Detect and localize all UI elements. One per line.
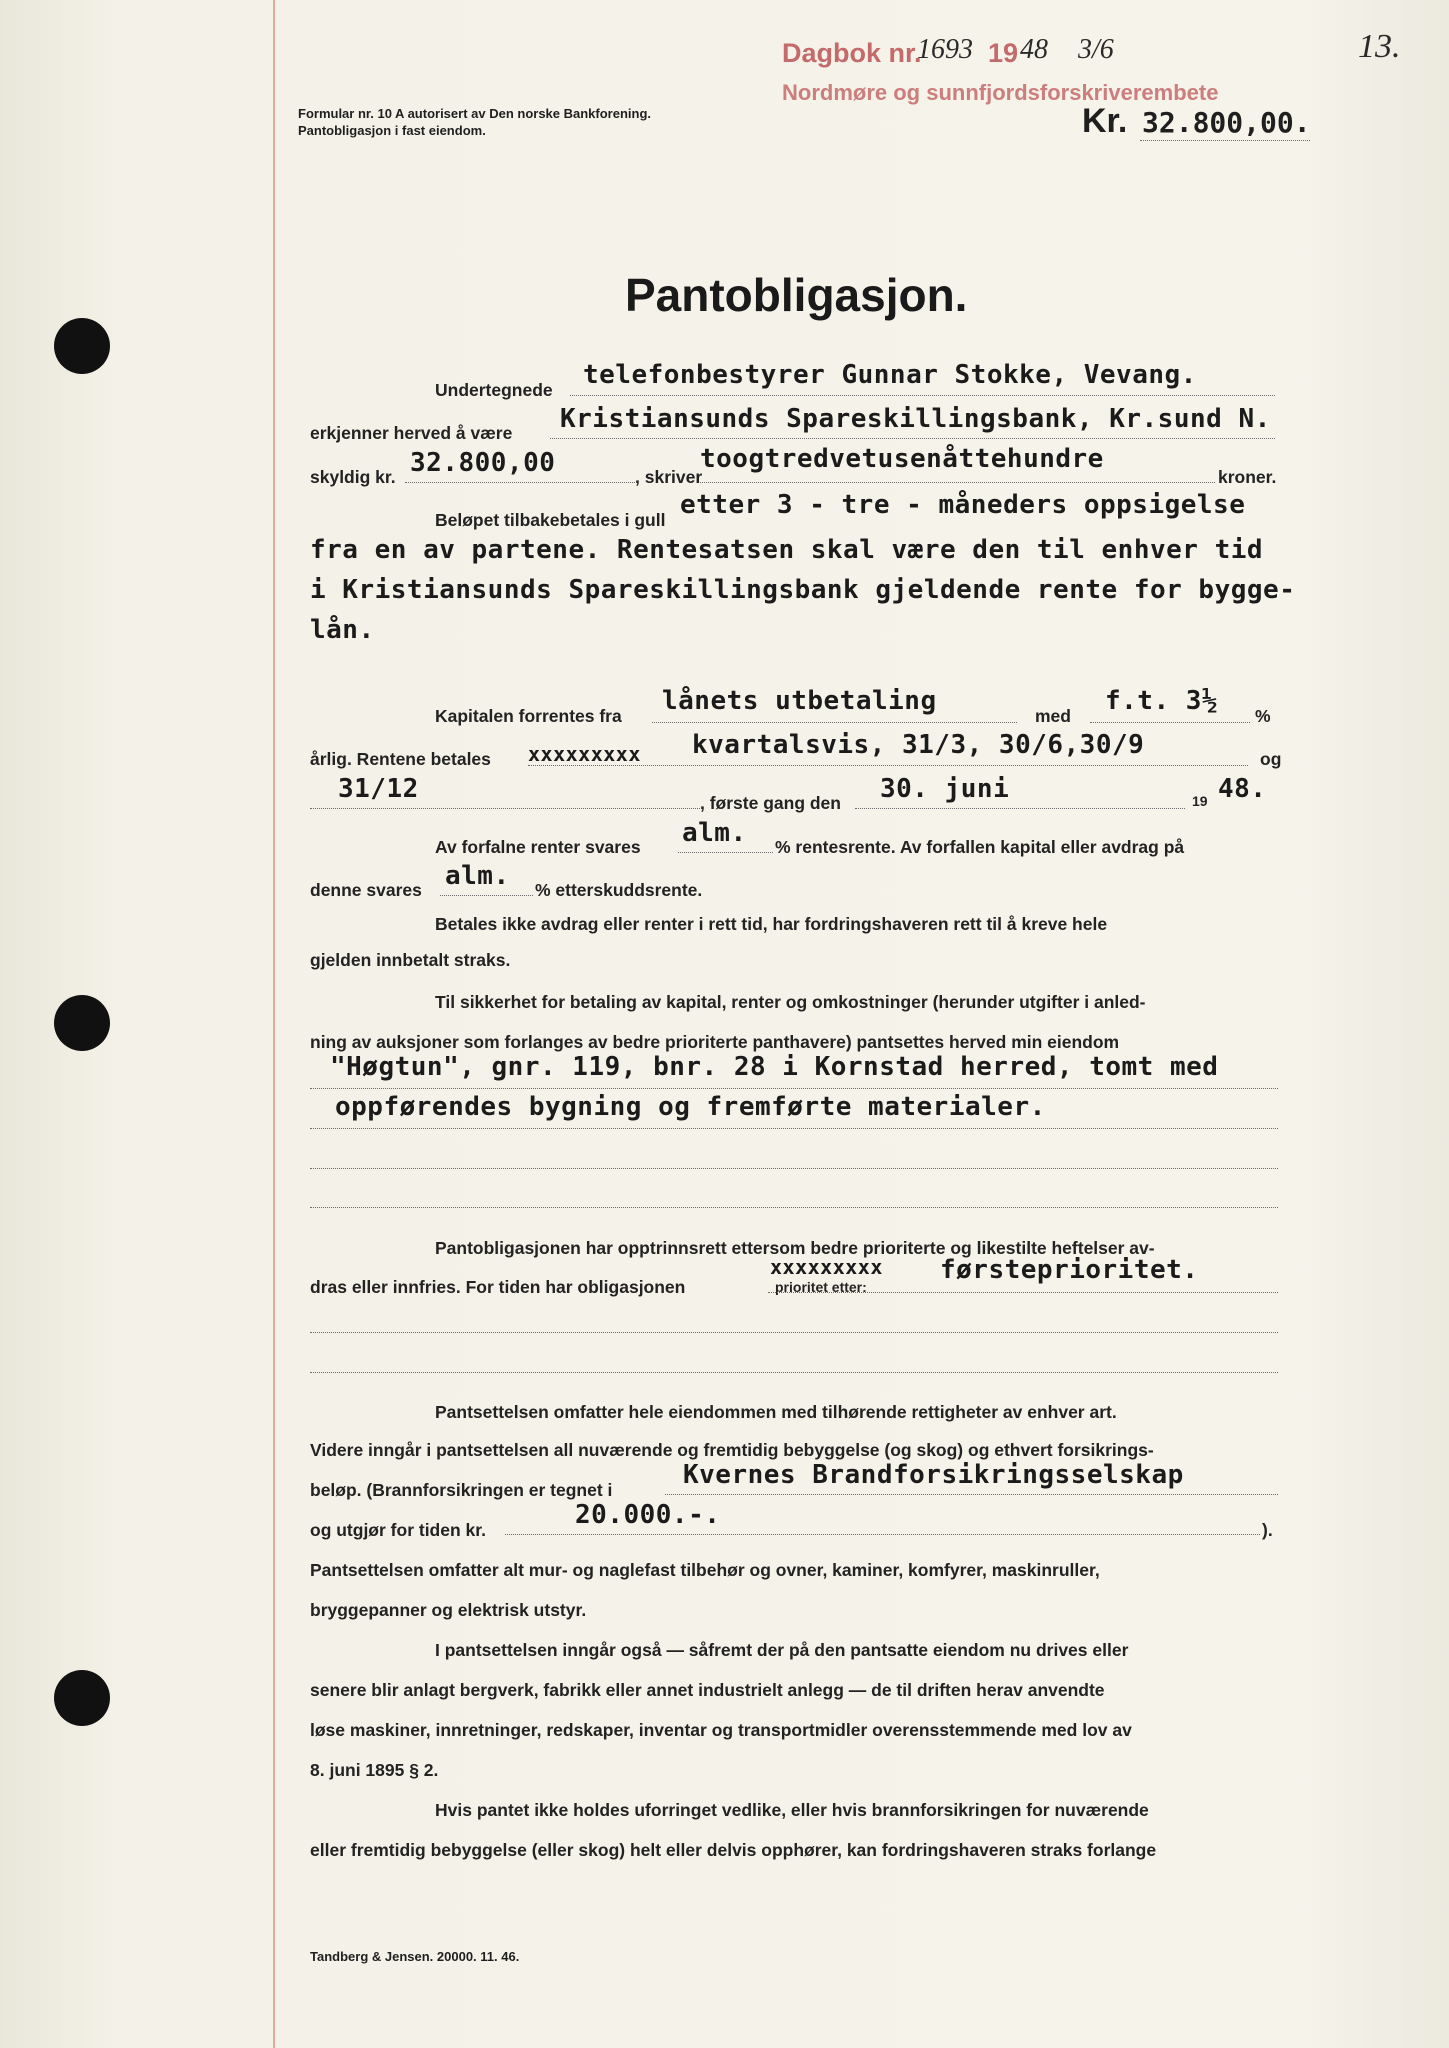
document-title: Pantobligasjon. — [625, 269, 968, 321]
erkjenner-value: Kristiansunds Spareskillingsbank, Kr.sund N. — [560, 404, 1271, 434]
punch-hole — [54, 995, 110, 1051]
arlig-value: kvartalsvis, 31/3, 30/6,30/9 — [692, 730, 1145, 760]
pants-insurer-value: Kvernes Brandforsikringsselskap — [683, 1460, 1184, 1490]
belopet-value-1: etter 3 - tre - måneders oppsigelse — [680, 490, 1246, 520]
pants-line-1: Pantsettelsen omfatter hele eiendommen med tilhørende rettigheter av enhver art. — [435, 1402, 1117, 1422]
skriver-value: toogtredvetusenåttehundre — [700, 444, 1104, 474]
prioritet-line-2: dras eller innfries. For tiden har obligasjonen — [310, 1277, 686, 1297]
prioritet-struck-text: xxxxxxxxx — [770, 1255, 883, 1279]
printer-footer: Tandberg & Jensen. 20000. 11. 46. — [310, 1949, 520, 1964]
pants-line-3: beløp. (Brannforsikringen er tegnet i — [310, 1480, 613, 1500]
belopet-value-3: i Kristiansunds Spareskillingsbank gjeldende rente for bygge- — [310, 575, 1296, 605]
erkjenner-label: erkjenner herved å være — [310, 423, 513, 443]
kr-label: Kr. — [1082, 102, 1128, 140]
percent-sign: % — [1255, 706, 1271, 726]
ogsa-line-3: løse maskiner, innretninger, redskaper, inventar og transportmidler overensstemmende med lov av — [310, 1720, 1132, 1740]
ogsa-line-1: I pantsettelsen inngår også — såfremt der på den pantsatte eiendom nu drives eller — [435, 1640, 1129, 1660]
kapitalen-value: lånets utbetaling — [662, 686, 937, 716]
forfalne-alm-2: alm. — [445, 861, 510, 891]
skriver-label: , skriver — [635, 467, 703, 487]
pants-line-2: Videre inngår i pantsettelsen all nuværende og fremtidig bebyggelse (og skog) og ethvert forsikrings- — [310, 1440, 1154, 1460]
year-handwritten: 48 — [1020, 34, 1048, 65]
skyldig-label: skyldig kr. — [310, 467, 396, 487]
forfalne-text-a: Av forfalne renter svares — [435, 837, 641, 857]
year-value: 48. — [1218, 774, 1267, 804]
sikkerhet-line-2: ning av auksjoner som forlanges av bedre prioriterte panthavere) pantsettes herved min eiendom — [310, 1032, 1120, 1052]
pants-line-4-end: ). — [1262, 1520, 1273, 1540]
kr-amount: 32.800,00. — [1142, 106, 1311, 139]
prioritet-underlabel: prioritet etter: — [775, 1279, 867, 1295]
arlig-label: årlig. Rentene betales — [310, 749, 491, 769]
betales-line-2: gjelden innbetalt straks. — [310, 950, 511, 970]
margin-rule — [273, 0, 275, 2048]
belopet-value-4: lån. — [310, 615, 375, 645]
med-label: med — [1035, 706, 1071, 726]
prioritet-line-1: Pantobligasjonen har opptrinnsrett ettersom bedre prioriterte og likestilte heftelser av- — [435, 1238, 1155, 1258]
skyldig-value: 32.800,00 — [410, 448, 556, 478]
kapitalen-label: Kapitalen forrentes fra — [435, 706, 622, 726]
pants-line-4: og utgjør for tiden kr. — [310, 1520, 486, 1540]
med-value: f.t. 3½ — [1105, 686, 1219, 716]
date-value: 31/12 — [338, 774, 419, 804]
sikkerhet-value-1: "Høgtun", gnr. 119, bnr. 28 i Kornstad herred, tomt med — [330, 1052, 1219, 1082]
prioritet-value: førsteprioritet. — [940, 1255, 1199, 1285]
pants-line-5: Pantsettelsen omfatter alt mur- og naglefast tilbehør og ovner, kaminer, komfyrer, maskinruller, — [310, 1560, 1100, 1580]
punch-hole — [54, 1670, 110, 1726]
forste-label: , første gang den — [700, 793, 841, 813]
undertegnede-label: Undertegnede — [435, 380, 553, 400]
forfalne-alm-1: alm. — [682, 818, 747, 848]
hvis-line-1: Hvis pantet ikke holdes uforringet vedlike, eller hvis brannforsikringen for nuværende — [435, 1800, 1149, 1820]
year-prefix: 19 — [1192, 793, 1208, 809]
arlig-struck-text: xxxxxxxxx — [528, 742, 641, 766]
og-label: og — [1260, 749, 1282, 769]
date-handwritten: 3/6 — [1078, 34, 1114, 65]
ogsa-line-2: senere blir anlagt bergverk, fabrikk eller annet industrielt anlegg — de til driften herav anvendte — [310, 1680, 1105, 1700]
undertegnede-value: telefonbestyrer Gunnar Stokke, Vevang. — [583, 360, 1197, 390]
belopet-value-2: fra en av partene. Rentesatsen skal være den til enhver tid — [310, 535, 1264, 565]
pants-amount-value: 20.000.-. — [575, 1500, 721, 1530]
dagbok-number: 1693 — [917, 34, 973, 65]
ogsa-line-4: 8. juni 1895 § 2. — [310, 1760, 439, 1780]
forste-value: 30. juni — [880, 774, 1010, 804]
betales-line-1: Betales ikke avdrag eller renter i rett tid, har fordringshaveren rett til å kreve hele — [435, 914, 1108, 934]
stamp-year-prefix: 19 — [988, 38, 1019, 68]
sikkerhet-line-1: Til sikkerhet for betaling av kapital, renter og omkostninger (herunder utgifter i anled- — [435, 992, 1146, 1012]
belopet-label: Beløpet tilbakebetales i gull — [435, 510, 666, 530]
sikkerhet-value-2: oppførendes bygning og fremførte materialer. — [335, 1092, 1046, 1122]
forfalne-text-d: % etterskuddsrente. — [535, 880, 703, 900]
hvis-line-2: eller fremtidig bebyggelse (eller skog) helt eller delvis opphører, kan fordringshaveren straks forlange — [310, 1840, 1157, 1860]
page-number: 13. — [1358, 28, 1401, 65]
pants-line-6: bryggepanner og elektrisk utstyr. — [310, 1600, 587, 1620]
forfalne-text-b: % rentesrente. Av forfallen kapital eller avdrag på — [775, 837, 1185, 857]
stamp-office: Nordmøre og sunnfjordsforskriverembete — [782, 80, 1219, 105]
forfalne-text-c: denne svares — [310, 880, 422, 900]
kroner-label: kroner. — [1218, 467, 1277, 487]
punch-hole — [54, 318, 110, 374]
formular-line-1: Formular nr. 10 A autorisert av Den norske Bankforening. — [298, 106, 652, 121]
stamp-dagbok: Dagbok nr. — [782, 38, 922, 68]
formular-line-2: Pantobligasjon i fast eiendom. — [298, 123, 486, 138]
